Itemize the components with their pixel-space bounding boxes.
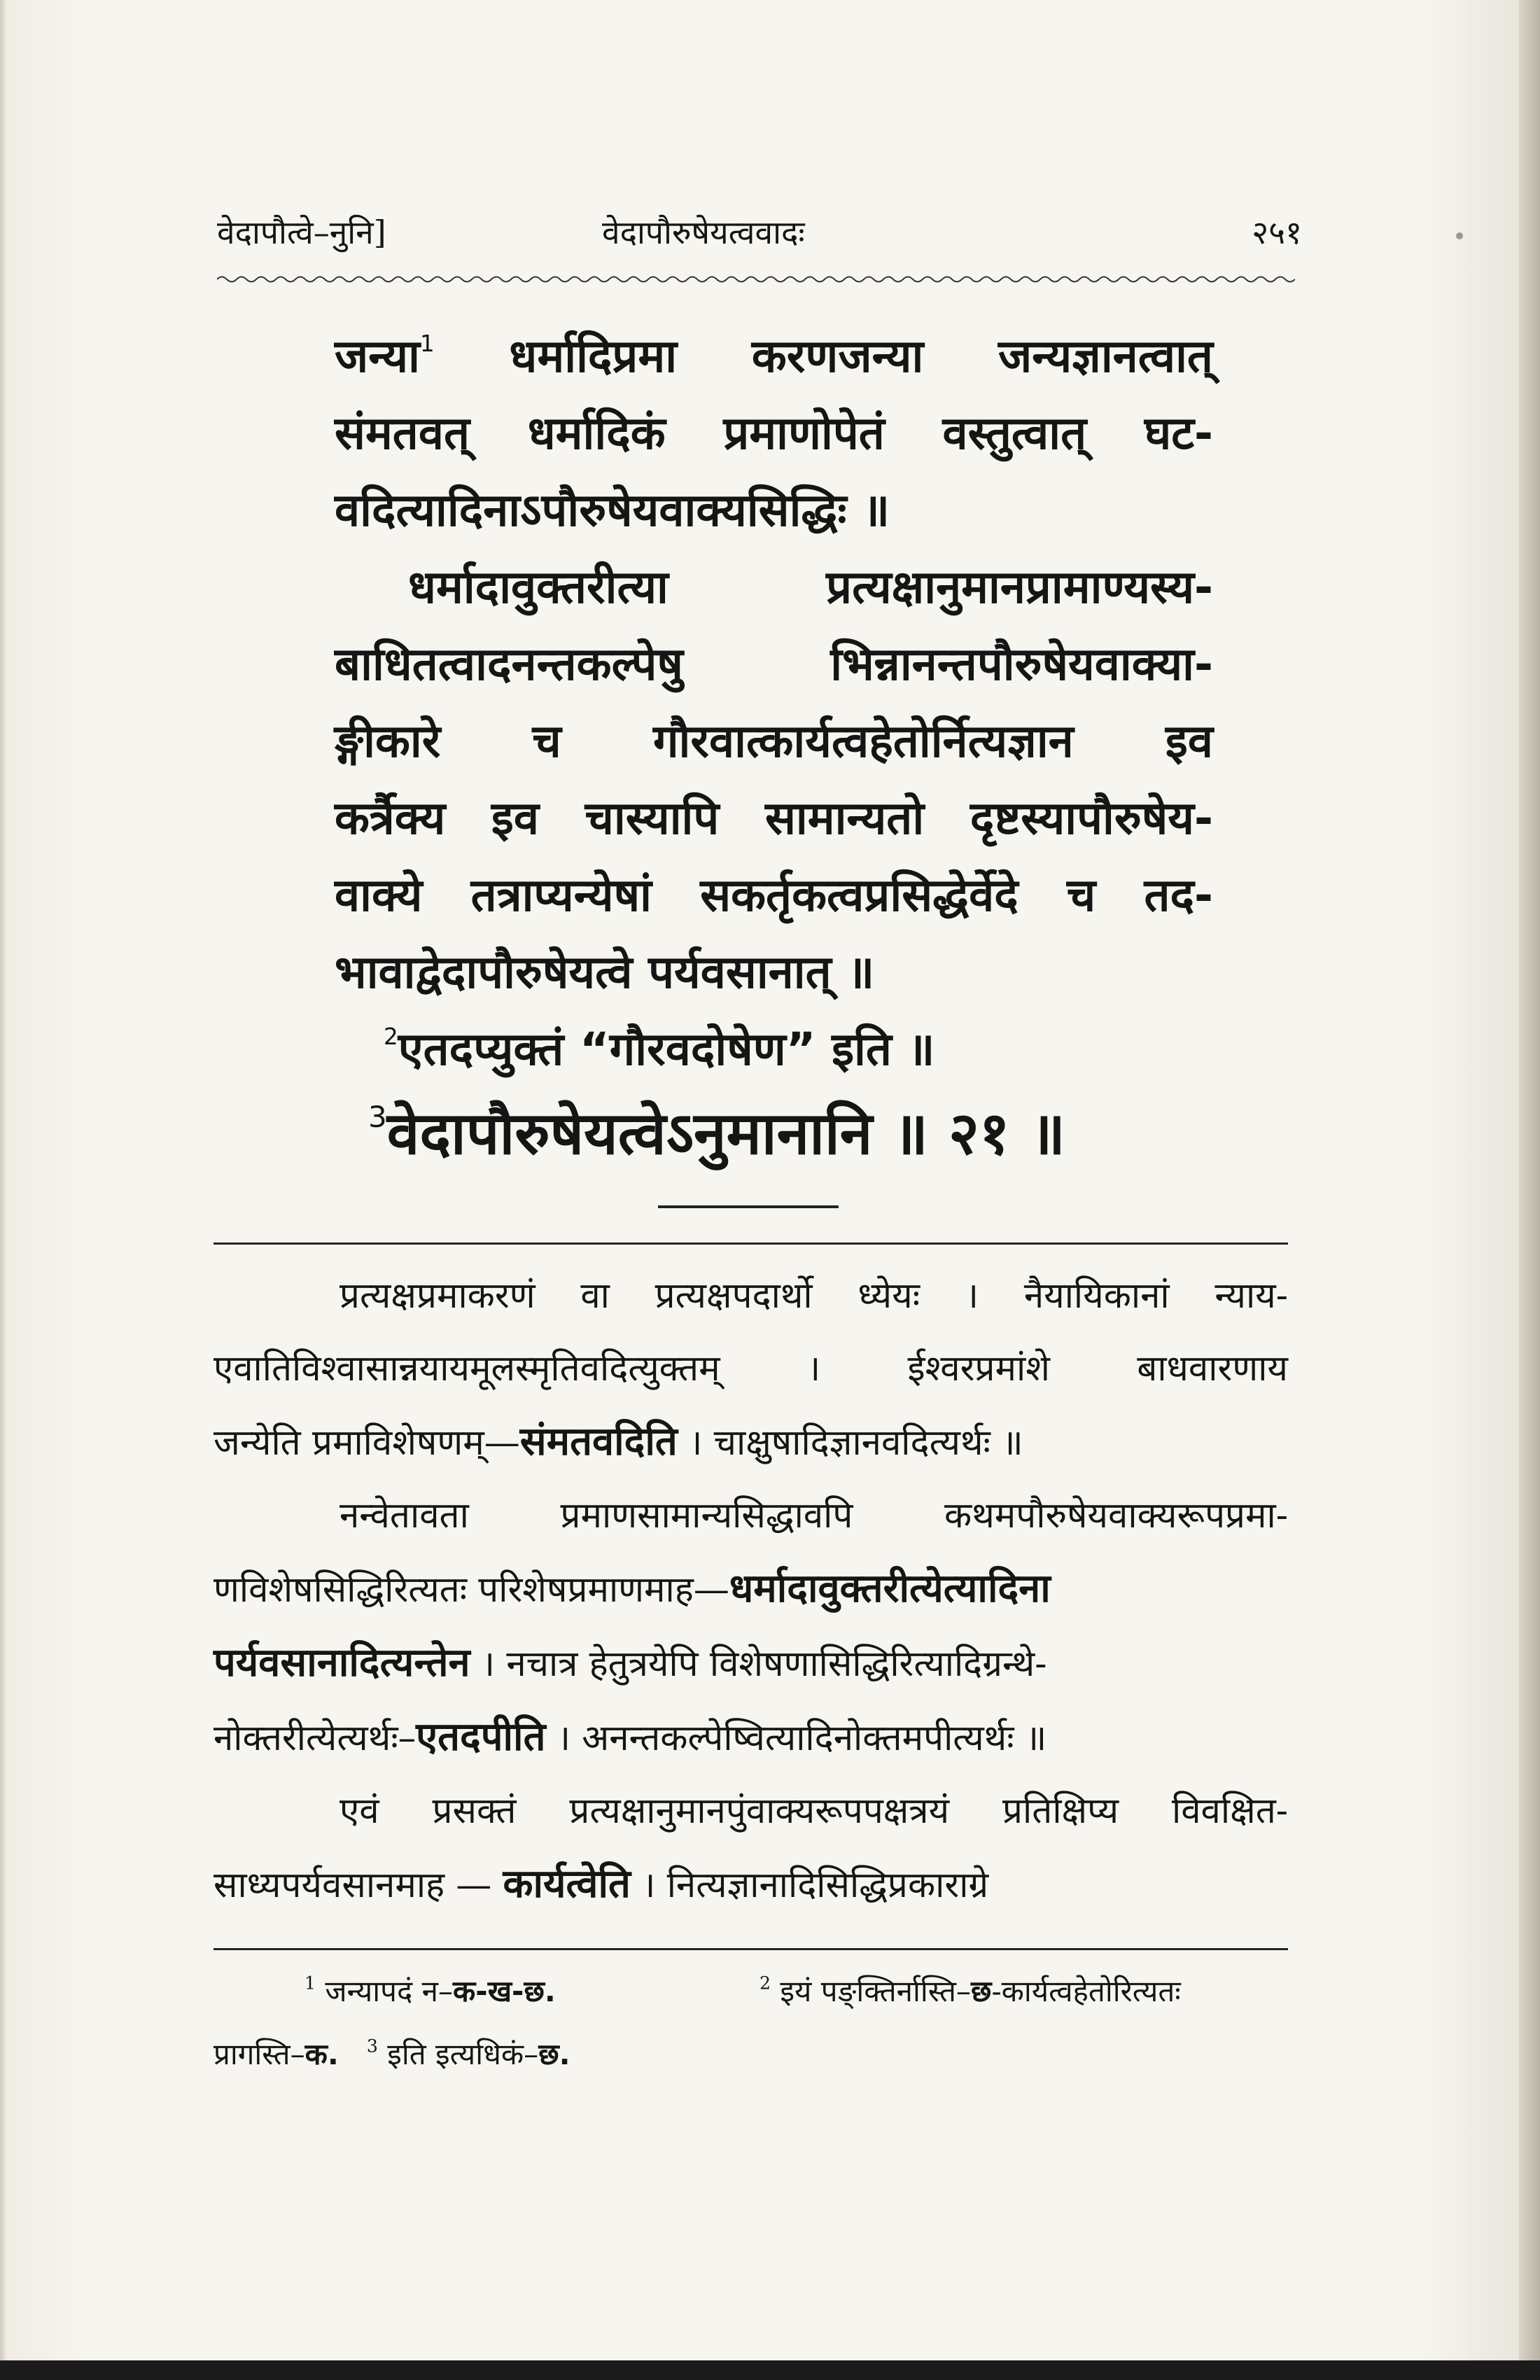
main-line-10 [335, 1011, 1213, 1088]
main-text [335, 318, 1213, 1182]
comm-line-6-b: । नचात्र हेतुत्रयेपि विशेषणासिद्धिरित्यादिग्रन्थे- [470, 1644, 1047, 1685]
comm-line-7-c: । अनन्तकल्पेष्वित्यादिनोक्तमपीत्यर्थः ॥ [545, 1718, 1047, 1759]
main-line-1 [335, 318, 1213, 396]
footnote-1 [304, 1960, 556, 2023]
main-line-5: बाधितत्वादनन्तकल्पेषु भिन्नानन्तपौरुषेयवाक्या- [335, 638, 1213, 691]
comm-line-5-bold: धर्मादावुक्तरीत्येत्यादिना [729, 1566, 1051, 1611]
comm-line-3-bold: संमतवदिति [519, 1419, 678, 1464]
comm-line-9-bold: कार्यत्वेति [503, 1861, 631, 1907]
section-end-dash [658, 1205, 839, 1208]
header-wavy-rule [217, 273, 1295, 286]
comm-line-9-a: साध्यपर्यवसानमाह — [214, 1865, 503, 1906]
footnote-marker-2: 2 [384, 1023, 398, 1050]
footnote-3-text: इति इत्यधिकं– [377, 2037, 539, 2071]
comm-line-6-bold: पर्यवसानादित्यन्तेन [214, 1640, 470, 1686]
header-left-range: वेदापौत्वे–नुनि] [217, 214, 386, 251]
footnote-row-2 [214, 2023, 1288, 2086]
main-line-10-text: एतदप्युक्तं “गौरवदोषेण” इति ॥ [398, 1023, 935, 1076]
comm-line-6 [214, 1627, 1288, 1701]
main-line-8: वाक्ये तत्राप्यन्येषां सकर्तृकत्वप्रसिद्धेर्वेदे च तद- [335, 869, 1213, 922]
main-line-2: संमतवत् धर्मादिकं प्रमाणोपेतं वस्तुत्वात् घट- [335, 407, 1213, 460]
running-header [217, 204, 1302, 260]
comm-line-7-bold: एतदपीति [416, 1714, 546, 1760]
commentary-divider [214, 1242, 1288, 1245]
main-line-3: वदित्यादिनाऽपौरुषेयवाक्यसिद्धिः ॥ [335, 484, 890, 537]
footnote-1-number: 1 [304, 1973, 316, 1994]
footnote-marker-1: 1 [419, 330, 435, 357]
footnote-2-number: 2 [760, 1973, 771, 1994]
main-line-6: ङ्गीकारे च गौरवात्कार्यत्वहेतोर्नित्यज्ञान इव [335, 715, 1213, 768]
footnote-1-text: जन्यापदं न– [316, 1974, 453, 2008]
footnote-1-sigla: क-ख-छ. [453, 1974, 556, 2008]
comm-line-3-a: जन्येति प्रमाविशेषणम्— [214, 1422, 520, 1464]
page-edge-left [0, 0, 7, 2380]
footnote-2 [760, 1960, 1181, 2023]
footnote-marker-3: 3 [368, 1100, 387, 1135]
commentary-text [214, 1260, 1288, 1922]
comm-line-9 [214, 1848, 1288, 1922]
section-closing-text: वेदापौरुषेयत्वेऽनुमानानि ॥ २१ ॥ [386, 1099, 1066, 1168]
main-line-7: कर्त्रैक्य इव चास्यापि सामान्यतो दृष्टस्यापौरुषेय- [335, 792, 1213, 845]
page-number: २५१ [1252, 214, 1302, 251]
comm-line-1: प्रत्यक्षप्रमाकरणं वा प्रत्यक्षपदार्थो ध्येयः । नैयायिकानां न्याय- [340, 1275, 1288, 1317]
first-word: जन्या [335, 330, 420, 383]
footnote-row-1 [214, 1960, 1288, 2023]
comm-line-7 [214, 1701, 1288, 1775]
comm-line-4: नन्वेतावता प्रमाणसामान्यसिद्धावपि कथमपौरुषेयवाक्यरूपप्रमा- [340, 1495, 1288, 1536]
header-title: वेदापौरुषेयत्ववादः [602, 214, 805, 251]
speck-mark [1456, 232, 1463, 239]
comm-line-7-a: नोक्तरीत्येत्यर्थः– [214, 1718, 416, 1759]
page-edge-bottom [0, 2360, 1540, 2380]
comm-line-5 [214, 1553, 1288, 1627]
comm-line-2: एवातिविश्वासान्नयायमूलस्मृतिवदित्युक्तम् । ईश्वरप्रमांशे बाधवारणाय [214, 1348, 1288, 1390]
footnote-divider [214, 1948, 1288, 1950]
page-edge-right [1519, 0, 1540, 2380]
main-line-9: भावाद्वेदापौरुषेयत्वे पर्यवसानात् ॥ [335, 946, 875, 999]
section-closing [335, 1084, 1213, 1182]
comm-line-9-c: । नित्यज्ञानादिसिद्धिप्रकाराग्रे [630, 1865, 989, 1906]
footnote-2-cont-sigla: क. [304, 2037, 339, 2071]
footnotes [214, 1960, 1288, 2086]
footnote-2-rest: -कार्यत्वहेतोरित्यतः [991, 1974, 1181, 2008]
footnote-2-continued [214, 2023, 570, 2086]
main-line-4: धर्मादावुक्तरीत्या प्रत्यक्षानुमानप्रामाण्यस्य- [408, 561, 1213, 614]
main-line-1-text: धर्मादिप्रमा करणजन्या जन्यज्ञानत्वात् [509, 330, 1213, 383]
footnote-2-text: इयं पङ्क्तिर्नास्ति– [771, 1974, 971, 2008]
footnote-3-number: 3 [366, 2036, 378, 2057]
comm-line-5-a: णविशेषसिद्धिरित्यतः परिशेषप्रमाणमाह— [214, 1569, 729, 1611]
comm-line-3 [214, 1406, 1288, 1480]
footnote-2-cont-text: प्रागस्ति– [214, 2037, 305, 2071]
comm-line-3-c: । चाक्षुषादिज्ञानवदित्यर्थः ॥ [677, 1422, 1023, 1464]
footnote-2-sigla: छ [971, 1974, 992, 2008]
footnote-3-sigla: छ. [538, 2037, 570, 2071]
comm-line-8: एवं प्रसक्तं प्रत्यक्षानुमानपुंवाक्यरूपपक्षत्रयं प्रतिक्षिप्य विवक्षित- [340, 1791, 1288, 1832]
